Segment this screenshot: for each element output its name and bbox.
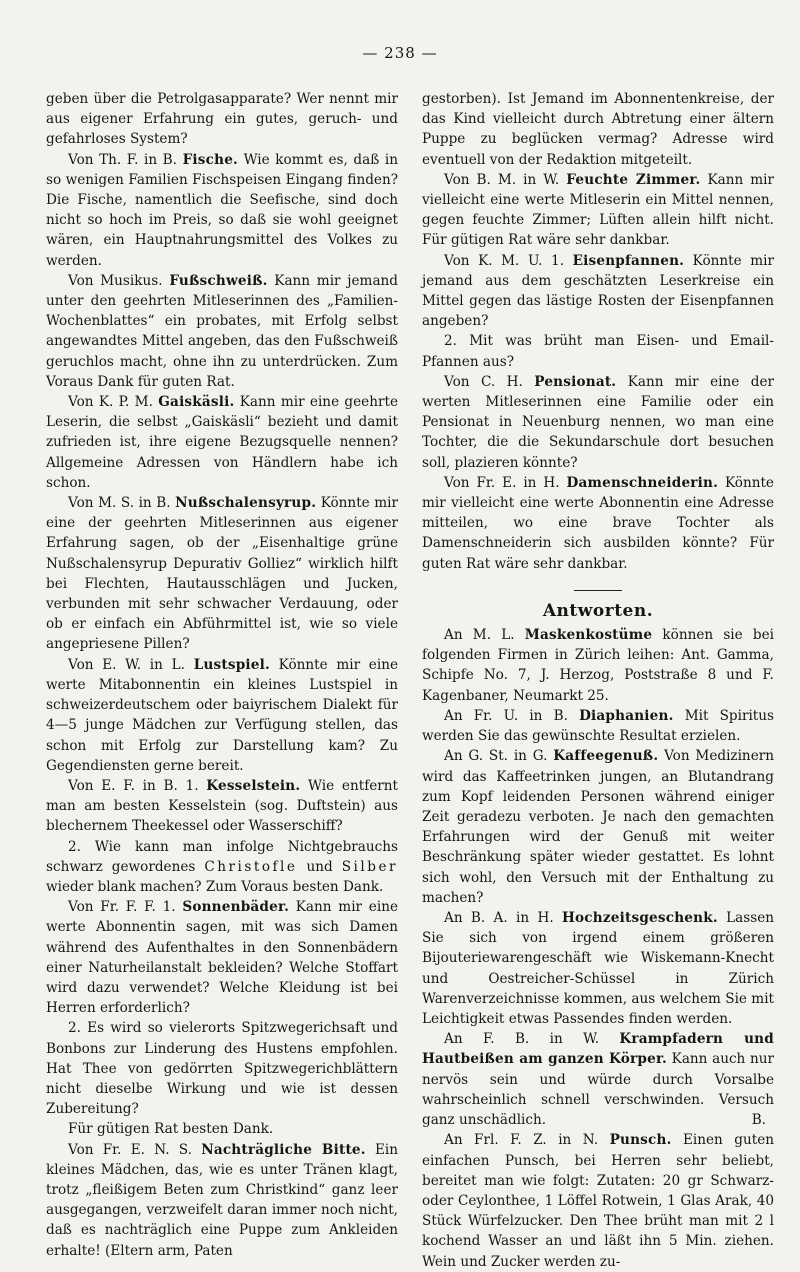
- item-keyword: Damenschneiderin.: [566, 474, 719, 491]
- paragraph-text: und: [297, 858, 342, 875]
- item-keyword: Diaphanien.: [579, 707, 674, 724]
- right-column: [422, 89, 774, 1272]
- item-sender: Von E. W. in L.: [68, 656, 194, 673]
- question-item: [46, 655, 398, 776]
- item-keyword: Feuchte Zimmer.: [566, 171, 701, 188]
- left-column-paragraphs: [46, 89, 398, 1261]
- item-text: Lassen Sie sich von irgend einem größeren Bijouteriewarengeschäft wie Wiskemann-Knecht und Oestreicher-Schüssel in Zürich Warenverzeichnisse kommen, aus welchem Sie mit Leichtigkeit etwas Passendes finden werden.: [422, 909, 774, 1027]
- item-sender: An G. St. in G.: [444, 748, 554, 765]
- question-item: [46, 493, 398, 655]
- question-item: [46, 776, 398, 837]
- item-text: Einen guten einfachen Punsch, bei Herren sehr beliebt, bereitet man wie folgt: Zutaten: 20 gr Schwarz- oder Ceylonthee, 1 Löffel Rotwein, 1 Glas Arak, 40 Stück Würfelzucker. Den Thee brüht man mit 2 l kochend Wasser an und läßt ihn 5 Min. ziehen. Wein und Zucker werden zu-: [422, 1132, 774, 1270]
- answers-section: [422, 625, 774, 1272]
- question-item: [422, 473, 774, 574]
- item-text: Kann mir vielleicht eine werte Mitleserin ein Mittel nennen, gegen feuchte Zimmer; Lüften allein hilft nicht. Für gütigen Rat wäre sehr dankbar.: [422, 171, 775, 249]
- question-paragraph: [46, 1119, 398, 1139]
- page-number: — 238 —: [362, 44, 438, 62]
- question-item: [46, 1140, 398, 1261]
- item-sender: Von M. S. in B.: [68, 495, 176, 512]
- item-sender: An Fr. U. in B.: [444, 707, 580, 724]
- item-text: Ein kleines Mädchen, das, wie es unter Tränen klagt, trotz „fleißigem Beten zum Christkind“ ganz leer ausgegangen, verzweifelt daran immer noch nicht, daß es nachträglich eine Puppe zum Ankleiden erhalte! (Eltern arm, Paten: [46, 1141, 398, 1259]
- item-keyword: Pensionat.: [534, 373, 617, 390]
- item-keyword: Sonnenbäder.: [182, 899, 290, 916]
- item-text: Kann mir eine geehrte Leserin, die selbst „Gaiskäsli“ bezieht und damit zufrieden ist, ihre eigene Bezugsquelle nennen? Allgemeine Adressen von Händlern habe ich schon.: [46, 394, 398, 491]
- answers-heading: Antworten.: [542, 600, 654, 621]
- spaced-word: Christofle: [204, 858, 298, 875]
- signature-text: B.: [751, 1112, 766, 1129]
- item-sender: Von Fr. E. N. S.: [68, 1141, 202, 1158]
- question-item: [46, 897, 398, 1018]
- paragraph-text: wieder blank machen? Zum Voraus besten Dank.: [46, 878, 384, 895]
- answer-item: [422, 746, 774, 908]
- item-text: Könnte mir eine werte Mitabonnentin ein kleines Lustspiel in schweizerdeutschem oder baiyrischem Dialekt für 4—5 junge Mädchen zur Verfügung stellen, das schon mit Erfolg zur Darstellung kam? Zu Gegendiensten gerne bereit.: [46, 656, 398, 774]
- question-paragraph: [46, 837, 398, 898]
- item-sender: Von Fr. F. F. 1.: [68, 899, 183, 916]
- paragraph-text: Für gütigen Rat besten Dank.: [68, 1121, 274, 1138]
- section-divider: [574, 590, 622, 591]
- item-keyword: Fische.: [182, 151, 238, 168]
- left-column: [46, 89, 398, 1261]
- item-sender: Von K. M. U. 1.: [444, 252, 573, 269]
- paragraph-text: 2. Wie kann man infolge Nichtgebrauchs schwarz gewordenes: [46, 838, 398, 875]
- question-item: [46, 150, 398, 271]
- question-item: [422, 372, 774, 473]
- item-keyword: Eisenpfannen.: [572, 252, 685, 269]
- item-sender: An M. L.: [444, 627, 525, 644]
- item-text: Mit Spiritus werden Sie das gewünschte Resultat erzielen.: [422, 707, 774, 745]
- item-text: Von Medizinern wird das Kaffeetrinken jungen, an Blutandrang zum Kopf leidenden Personen während einiger Zeit geradezu verboten. Je nach den gemachten Erfahrungen wird der Genuß mit weiter Beschränkung später wieder gestattet. Es lohnt sich wohl, den Versuch mit der Enthaltung zu machen?: [422, 748, 774, 906]
- question-item: [46, 392, 398, 493]
- item-keyword: Lustspiel.: [193, 656, 270, 673]
- item-keyword: Fußschweiß.: [169, 272, 268, 289]
- answer-item: [422, 625, 774, 706]
- item-text: Kann mir eine der werten Mitleserinnen eine Familie oder ein Pensionat in Neuenburg nennen, wo man eine Tochter, die die Sekundarschule dort besuchen soll, plazieren könnte?: [422, 373, 774, 471]
- item-keyword: Gaiskäsli.: [158, 394, 235, 411]
- item-sender: An B. A. in H.: [444, 909, 562, 926]
- item-sender: Von Th. F. in B.: [68, 151, 183, 168]
- paragraph-text: gestorben). Ist Jemand im Abonnentenkreise, der das Kind vielleicht durch Abtretung einer ältern Puppe zu beglücken vermag? Adresse wird eventuell von der Redaktion mitgeteilt.: [422, 91, 774, 168]
- paragraph-text: 2. Mit was brüht man Eisen- und Email-Pfannen aus?: [422, 333, 774, 370]
- item-keyword: Maskenkostüme: [524, 627, 653, 644]
- item-keyword: Nußschalensyrup.: [175, 495, 317, 512]
- questions-continued: [422, 89, 774, 574]
- answer-item: [422, 1130, 774, 1271]
- question-continuation-paragraph: [46, 89, 398, 150]
- item-sender: Von E. F. in B. 1.: [68, 777, 207, 794]
- item-keyword: Punsch.: [609, 1132, 672, 1149]
- answer-item: [422, 706, 774, 746]
- spaced-word: Silber: [341, 858, 398, 875]
- item-text: Könnte mir vielleicht eine werte Abonnentin eine Adresse mitteilen, wo eine brave Tochter als Damenschneiderin sich ausbilden könnte? Für guten Rat wäre sehr dankbar.: [422, 474, 774, 572]
- item-keyword: Hochzeitsgeschenk.: [561, 909, 718, 926]
- item-sender: Von C. H.: [444, 373, 535, 390]
- item-text: Kann auch nur nervös sein und würde durch Vorsalbe wahrscheinlich schnell verschwinden. Versuch ganz unschädlich.: [422, 1051, 774, 1128]
- answer-item: [422, 908, 774, 1029]
- item-sender: Von Musikus.: [68, 272, 170, 289]
- question-item: [46, 271, 398, 392]
- item-text: Kann mir eine werte Abonnentin sagen, mit was sich Damen während des Aufenthaltes in den Sonnenbädern einer Naturheilanstalt bekleiden? Welche Stoffart wird dazu verwendet? Welche Kleidung ist bei Herren erforderlich?: [46, 899, 398, 1017]
- question-item: [422, 251, 774, 332]
- item-text: Wie entfernt man am besten Kesselstein (sog. Duftstein) aus blechernem Theekessel oder Wasserschiff?: [46, 777, 398, 835]
- question-continuation-paragraph: [422, 89, 774, 170]
- item-keyword: Kesselstein.: [206, 777, 301, 794]
- item-sender: Von K. P. M.: [68, 394, 159, 411]
- item-sender: Von Fr. E. in H.: [444, 474, 567, 491]
- item-text: Kann mir jemand unter den geehrten Mitleserinnen des „Familien-Wochenblattes“ ein probates, mit Erfolg selbst angewandtes Mittel angeben, das den Fußschweiß geruchlos macht, ohne ihn zu unterdrücken. Zum Voraus Dank für guten Rat.: [46, 272, 399, 390]
- item-text: können sie bei folgenden Firmen in Zürich leihen: Ant. Gamma, Schipfe No. 7, J. Herzog, Poststraße 8 und F. Kagenbaner, Neumarkt 25.: [422, 627, 774, 704]
- item-keyword: Kaffeegenuß.: [553, 748, 659, 765]
- item-sender: An Frl. F. Z. in N.: [444, 1132, 610, 1149]
- question-paragraph: [46, 1018, 398, 1119]
- item-sender: An F. B. in W.: [444, 1031, 620, 1048]
- item-keyword: Krampfadern und Hautbeißen am ganzen Körper.: [422, 1031, 774, 1068]
- question-paragraph: [422, 331, 774, 371]
- item-sender: Von B. M. in W.: [444, 171, 567, 188]
- question-item: [422, 170, 774, 251]
- paragraph-text: geben über die Petrolgasapparate? Wer nennt mir aus eigener Erfahrung ein gutes, geruch- und gefahrloses System?: [46, 91, 398, 148]
- paragraph-text: 2. Es wird so vielerorts Spitzwegerichsaft und Bonbons zur Linderung des Hustens empfohlen. Hat Thee von gedörrten Spitzwegerichblättern nicht dieselbe Wirkung und wie ist dessen Zubereitung?: [46, 1020, 398, 1118]
- item-keyword: Nachträgliche Bitte.: [201, 1141, 366, 1158]
- item-text: Könnte mir jemand aus dem geschätzten Leserkreise ein Mittel gegen das lästige Rosten der Eisenpfannen angeben?: [422, 252, 774, 330]
- item-text: Könnte mir eine der geehrten Mitleserinnen aus eigener Erfahrung sagen, ob der „Eisenhaltige grüne Nußschalensyrup Depurativ Golliez“ wirklich hilft bei Flechten, Hautausschlägen und Jucken, verbunden mit sehr schwacher Verdauung, oder ob er einfach ein Abführmittel ist, wie so viele angepriesene Pillen?: [46, 495, 398, 653]
- item-text: Wie kommt es, daß in so wenigen Familien Fischspeisen Eingang finden? Die Fische, namentlich die Seefische, sind doch nicht so hoch im Preis, so daß sie wohl geeignet wären, ein Hauptnahrungsmittel des Volkes zu werden.: [46, 151, 398, 269]
